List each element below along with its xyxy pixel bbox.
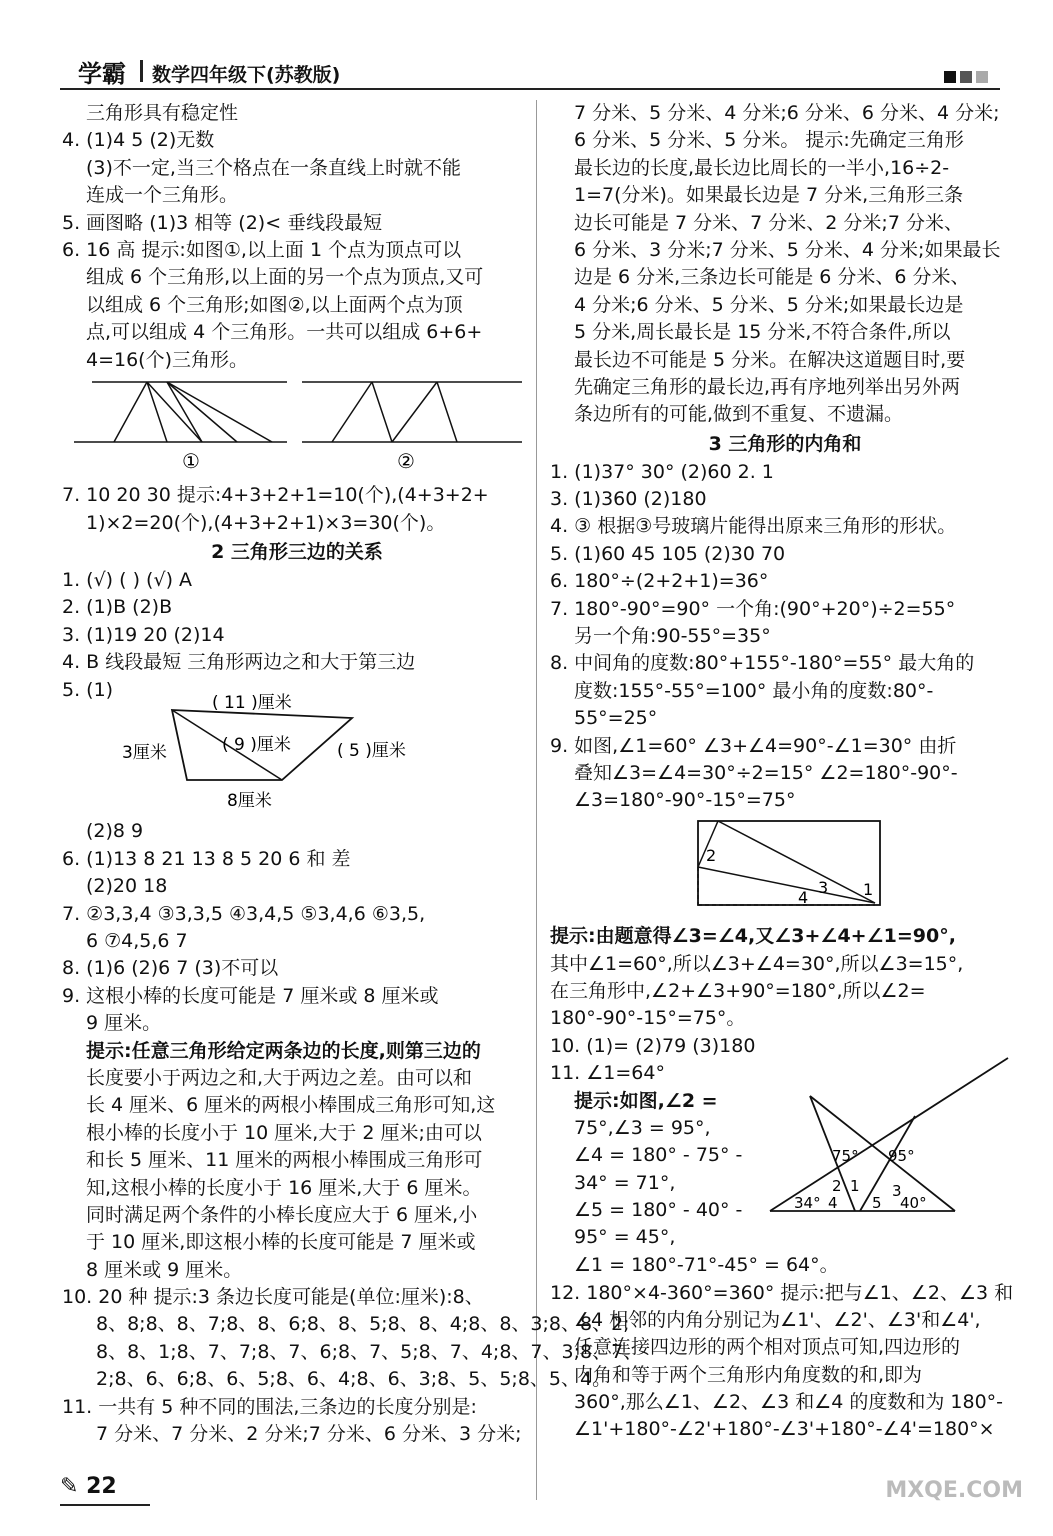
brand-logo: 学霸 [78, 59, 126, 88]
text-line: 条边所有的可能,做到不重复、不遗漏。 [574, 403, 904, 426]
angle-label-2: 2 [706, 845, 717, 865]
text-line: 另一个角:90-55°=35° [574, 625, 771, 648]
page-number-underline [60, 1504, 150, 1506]
angle-label-1: 1 [863, 879, 874, 899]
side-label-11: ( 11 )厘米 [212, 693, 292, 714]
text-line: 6. 180°÷(2+2+1)=36° [550, 570, 769, 593]
text-line: 12. 180°×4-360°=360° 提示:把与∠1、∠2、∠3 和 [550, 1281, 1014, 1304]
angle-label-4: 4 [828, 1193, 838, 1212]
text-line: 55°=25° [574, 707, 658, 730]
text-line: ∠1'+180°-∠2'+180°-∠3'+180°-∠4'=180°× [574, 1418, 995, 1441]
hint-line: 提示:如图,∠2 = [574, 1089, 718, 1112]
text-line: 7. 10 20 30 提示:4+3+2+1=10(个),(4+3+2+ [62, 484, 489, 507]
text-line: 和长 5 厘米、11 厘米的两根小棒围成三角形可 [86, 1149, 483, 1172]
figure-11-triangles [760, 1056, 1010, 1226]
page-number: ✎ 22 [60, 1474, 117, 1499]
side-label-8: 8厘米 [227, 791, 272, 812]
text-line: 4. B 线段最短 三角形两边之和大于第三边 [62, 651, 416, 674]
column-divider [536, 100, 537, 1500]
text-line: 180°-90°-15°=75°。 [550, 1007, 746, 1030]
angle-label-2: 2 [832, 1176, 842, 1195]
hint-line: 提示:由题意得∠3=∠4,又∠3+∠4+∠1=90°, [550, 925, 956, 948]
text-line: 长度要小于两边之和,大于两边之差。由可以和 [86, 1066, 473, 1089]
section-heading-2: 2 三角形三边的关系 [211, 541, 383, 564]
header-squares [940, 68, 988, 87]
angle-label-40: 40° [900, 1193, 927, 1212]
text-line: 任意连接四边形的两个相对顶点可知,四边形的 [574, 1336, 961, 1359]
figure-9-folded-rectangle [550, 815, 1020, 915]
text-line: 在三角形中,∠2+∠3+90°=180°,所以∠2= [550, 979, 926, 1002]
text-line: 组成 6 个三角形,以上面的另一个点为顶点,又可 [86, 266, 484, 289]
text-line: 根小棒的长度小于 10 厘米,大于 2 厘米;由可以 [86, 1121, 482, 1144]
text-line: 95° = 45°, [574, 1226, 676, 1249]
text-line: 知,这根小棒的长度小于 16 厘米,大于 6 厘米。 [86, 1176, 482, 1199]
text-line: 8. (1)6 (2)6 7 (3)不可以 [62, 957, 279, 980]
text-line: 以组成 6 个三角形;如图②,以上面两个点为顶 [86, 293, 463, 316]
text-line: 先确定三角形的最长边,再有序地列举出另外两 [574, 375, 961, 398]
angle-label-34: 34° [794, 1193, 821, 1212]
text-line: ∠3=180°-90°-15°=75° [574, 789, 796, 812]
figure-6-triangles [62, 374, 532, 474]
figure-label-1: ① [182, 448, 200, 473]
text-line: 34° = 71°, [574, 1171, 676, 1194]
text-line: 内角和等于两个三角形内角度数的和,即为 [574, 1363, 923, 1386]
side-label-9: ( 9 )厘米 [222, 735, 291, 756]
book-title: 数学四年级下(苏教版) [152, 64, 341, 86]
text-line: ∠5 = 180° - 40° - [574, 1199, 743, 1222]
watermark: MXQE.COM [885, 1478, 1023, 1503]
hint-line: 提示:任意三角形给定两条边的长度,则第三边的 [86, 1039, 481, 1062]
text-line: 6. (1)13 8 21 13 8 5 20 6 和 差 [62, 847, 351, 870]
text-line: 7 分米、5 分米、4 分米;6 分米、6 分米、4 分米; [574, 102, 1000, 124]
question-11-block [550, 1088, 1020, 1280]
text-line: 3. (1)19 20 (2)14 [62, 623, 225, 646]
text-line: 5 分米,周长最长是 15 分米,不符合条件,所以 [574, 321, 951, 344]
angle-label-1: 1 [850, 1176, 860, 1195]
text-line: 边是 6 分米,三条边长可能是 6 分米、6 分米、 [574, 266, 970, 289]
right-column [550, 100, 1020, 1444]
text-line: 8 厘米或 9 厘米。 [86, 1258, 243, 1281]
angle-label-3: 3 [892, 1181, 902, 1200]
text-line: 长 4 厘米、6 厘米的两根小棒围成三角形可知,这 [86, 1094, 496, 1117]
text-line: (2)20 18 [86, 875, 168, 898]
text-line: 6 分米、3 分米;7 分米、5 分米、4 分米;如果最长 [574, 238, 1001, 261]
section-heading-3: 3 三角形的内角和 [708, 432, 862, 455]
side-label-3: 3厘米 [122, 743, 167, 764]
page-header [60, 48, 1000, 90]
text-line: 8、8;8、8、7;8、8、6;8、8、5;8、8、4;8、8、3;8、8、2; [96, 1313, 630, 1336]
text-line: 2;8、6、6;8、6、5;8、6、4;8、6、3;8、5、5;8、5、4。 [96, 1368, 612, 1391]
text-line: (3)不一定,当三个格点在一条直线上时就不能 [86, 156, 461, 179]
text-line: 360°,那么∠1、∠2、∠3 和∠4 的度数和为 180°- [574, 1391, 1004, 1414]
text-line: 1. (1)37° 30° (2)60 2. 1 [550, 460, 774, 483]
text-line: 4 分米;6 分米、5 分米、5 分米;如果最长边是 [574, 293, 964, 316]
text-line: 10. 20 种 提示:3 条边长度可能是(单位:厘米):8、 [62, 1286, 484, 1309]
figure-5-quadrilateral [62, 693, 532, 812]
text-line: 连成一个三角形。 [86, 184, 239, 207]
text-line: 4=16(个)三角形。 [86, 348, 249, 371]
text-line: 5. 画图略 (1)3 相等 (2)< 垂线段最短 [62, 211, 383, 234]
text-line: 同时满足两个条件的小棒长度应大于 6 厘米,小 [86, 1203, 478, 1226]
text-line: 8. 中间角的度数:80°+155°-180°=55° 最大角的 [550, 652, 975, 675]
text-line: 9. 如图,∠1=60° ∠3+∠4=90°-∠1=30° 由折 [550, 734, 957, 757]
text-line: 于 10 厘米,即这根小棒的长度可能是 7 厘米或 [86, 1231, 476, 1254]
angle-label-5: 5 [872, 1193, 882, 1212]
angle-label-75: 75° [832, 1146, 859, 1165]
text-line: 最长边的长度,最长边比周长的一半小,16÷2- [574, 156, 950, 179]
text-line: 9. 这根小棒的长度可能是 7 厘米或 8 厘米或 [62, 984, 439, 1007]
text-line: ∠1 = 180°-71°-45° = 64°。 [574, 1253, 839, 1276]
text-line: 边长可能是 7 分米、7 分米、2 分米;7 分米、 [574, 211, 963, 234]
text-line: 11. 一共有 5 种不同的围法,三条边的长度分别是: [62, 1395, 477, 1418]
text-line: 1=7(分米)。如果最长边是 7 分米,三角形三条 [574, 184, 964, 207]
angle-label-4: 4 [798, 887, 809, 907]
text-line: 8、8、1;8、7、7;8、7、6;8、7、5;8、7、4;8、7、3;8、7、 [96, 1340, 643, 1363]
text-line: 9 厘米。 [86, 1012, 162, 1035]
text-line: 7. 180°-90°=90° 一个角:(90°+20°)÷2=55° [550, 597, 956, 620]
text-line: ∠4 相邻的内角分别记为∠1'、∠2'、∠3'和∠4', [574, 1308, 981, 1331]
text-line: 4. ③ 根据③号玻璃片能得出原来三角形的形状。 [550, 515, 957, 538]
text-line: (2)8 9 [86, 820, 144, 843]
text-line: 度数:155°-55°=100° 最小角的度数:80°- [574, 679, 934, 702]
text-line: 6 分米、5 分米、5 分米。 提示:先确定三角形 [574, 129, 964, 152]
text-line: 7 分米、7 分米、2 分米;7 分米、6 分米、3 分米; [96, 1423, 522, 1446]
logo-divider [140, 60, 143, 82]
pencil-icon: ✎ [60, 1474, 79, 1499]
text-line: 1)×2=20(个),(4+3+2+1)×3=30(个)。 [86, 511, 446, 534]
side-label-5: ( 5 )厘米 [337, 741, 406, 762]
angle-label-3: 3 [818, 877, 829, 897]
text-line: 4. (1)4 5 (2)无数 [62, 129, 215, 152]
text-line: 10. (1)= (2)79 (3)180 [550, 1034, 756, 1057]
text-line: 5. (1)60 45 105 (2)30 70 [550, 542, 786, 565]
text-line: 6 ⑦4,5,6 7 [86, 930, 188, 953]
figure-label-2: ② [397, 448, 415, 473]
text-line: 最长边不可能是 5 分米。在解决这道题目时,要 [574, 348, 966, 371]
text-line: 7. ②3,3,4 ③3,3,5 ④3,4,5 ⑤3,4,6 ⑥3,5, [62, 902, 426, 925]
text-line: 11. ∠1=64° [550, 1062, 665, 1085]
text-line: 点,可以组成 4 个三角形。一共可以组成 6+6+ [86, 321, 483, 344]
text-line: 2. (1)B (2)B [62, 596, 173, 619]
text-line: ∠4 = 180° - 75° - [574, 1144, 743, 1167]
angle-label-95: 95° [888, 1146, 915, 1165]
text-line: 75°,∠3 = 95°, [574, 1116, 711, 1139]
text-line: 1. (√) ( ) (√) A [62, 569, 193, 592]
text-line: 6. 16 高 提示:如图①,以上面 1 个点为顶点可以 [62, 238, 462, 261]
text-line: 叠知∠3=∠4=30°÷2=15° ∠2=180°-90°- [574, 761, 958, 784]
text-line: 其中∠1=60°,所以∠3+∠4=30°,所以∠3=15°, [550, 952, 964, 975]
text-line: 5. (1) [62, 678, 114, 701]
text-line: 3. (1)360 (2)180 [550, 488, 707, 511]
text-line: 三角形具有稳定性 [86, 102, 239, 124]
